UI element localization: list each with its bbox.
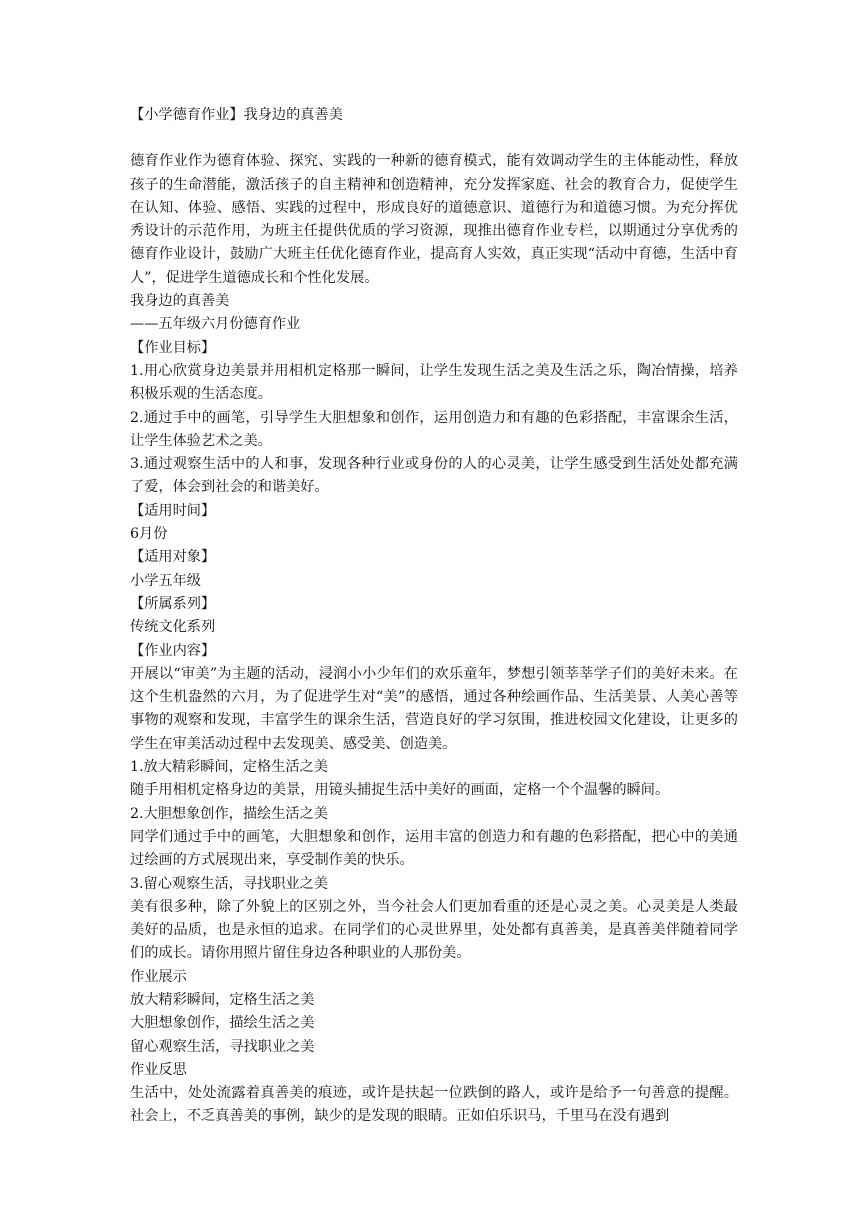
goal-item-1: 1.用心欣赏身边美景并用相机定格那一瞬间，让学生发现生活之美及生活之乐，陶冶情操，培养积极乐观的生活态度。 [130, 362, 738, 403]
content-heading: 【作业内容】 [130, 642, 216, 659]
item-3-text: 美有很多种，除了外貌上的区别之外，当今社会人们更加看重的还是心灵之美。心灵美是人类最美好的品质，也是永恒的追求。在同学们的心灵世界里，处处都有真善美，是真善美伴随着同学们的成长。请你用照片留住身边各种职业的人那份美。 [130, 898, 738, 962]
goal-item-3: 3.通过观察生活中的人和事，发现各种行业或身份的人的心灵美，让学生感受到生活处处都充满了爱，体会到社会的和谐美好。 [130, 456, 738, 496]
show-heading: 作业展示 [130, 968, 187, 985]
goal-item-2: 2.通过手中的画笔，引导学生大胆想象和创作，运用创造力和有趣的色彩搭配，丰富课余生活，让学生体验艺术之美。 [130, 409, 738, 449]
item-2-title: 2.大胆想象创作，描绘生活之美 [130, 805, 328, 822]
item-1-title: 1.放大精彩瞬间，定格生活之美 [130, 759, 328, 776]
series-heading: 【所属系列】 [130, 595, 216, 612]
time-heading: 【适用时间】 [130, 502, 216, 519]
show-item-3: 留心观察生活，寻找职业之美 [130, 1038, 315, 1055]
grade-line: ——五年级六月份德育作业 [130, 316, 301, 333]
document-page [130, 104, 738, 1129]
item-3-title: 3.留心观察生活，寻找职业之美 [130, 875, 328, 892]
show-item-1: 放大精彩瞬间，定格生活之美 [130, 991, 315, 1008]
target-value: 小学五年级 [130, 572, 201, 589]
series-value: 传统文化系列 [130, 619, 216, 636]
item-1-text: 随手用相机定格身边的美景，用镜头捕捉生活中美好的画面，定格一个个温馨的瞬间。 [130, 782, 670, 799]
goal-heading: 【作业目标】 [130, 339, 216, 356]
content-paragraph: 开展以“审美”为主题的活动，浸润小小少年们的欢乐童年，梦想引领莘莘学子们的美好未来。在这个生机盎然的六月，为了促进学生对“美”的感悟，通过各种绘画作品、生活美景、人美心善等事物的观察和发现，丰富学生的课余生活，营造良好的学习氛围，推进校园文化建设，让更多的学生在审美活动过程中去发现美、感受美、创造美。 [130, 665, 738, 752]
intro-paragraph: 德育作业作为德育体验、探究、实践的一种新的德育模式，能有效调动学生的主体能动性，释放孩子的生命潜能，激活孩子的自主精神和创造精神，充分发挥家庭、社会的教育合力，促使学生在认知、体验、感悟、实践的过程中，形成良好的道德意识、道德行为和道德习惯。为充分挥优秀设计的示范作用，为班主任提供优质的学习资源，现推出德育作业专栏，以期通过分享优秀的德育作业设计，鼓励广大班主任优化德育作业，提高育人实效，真正实现“活动中育德，生活中育人”，促进学生道德成长和个性化发展。 [130, 153, 738, 286]
time-value: 6月份 [130, 526, 168, 543]
target-heading: 【适用对象】 [130, 549, 216, 566]
reflect-heading: 作业反思 [130, 1061, 187, 1078]
subtitle: 我身边的真善美 [130, 293, 230, 310]
document-title: 【小学德育作业】我身边的真善美 [130, 107, 343, 123]
item-2-text: 同学们通过手中的画笔，大胆想象和创作，运用丰富的创造力和有趣的色彩搭配，把心中的美通过绘画的方式展现出来，享受制作美的快乐。 [130, 828, 738, 869]
show-item-2: 大胆想象创作，描绘生活之美 [130, 1015, 315, 1032]
reflect-paragraph: 生活中，处处流露着真善美的痕迹，或许是扶起一位跌倒的路人，或许是给予一句善意的提醒。社会上，不乏真善美的事例，缺少的是发现的眼睛。正如伯乐识马，千里马在没有遇到 [130, 1085, 738, 1125]
